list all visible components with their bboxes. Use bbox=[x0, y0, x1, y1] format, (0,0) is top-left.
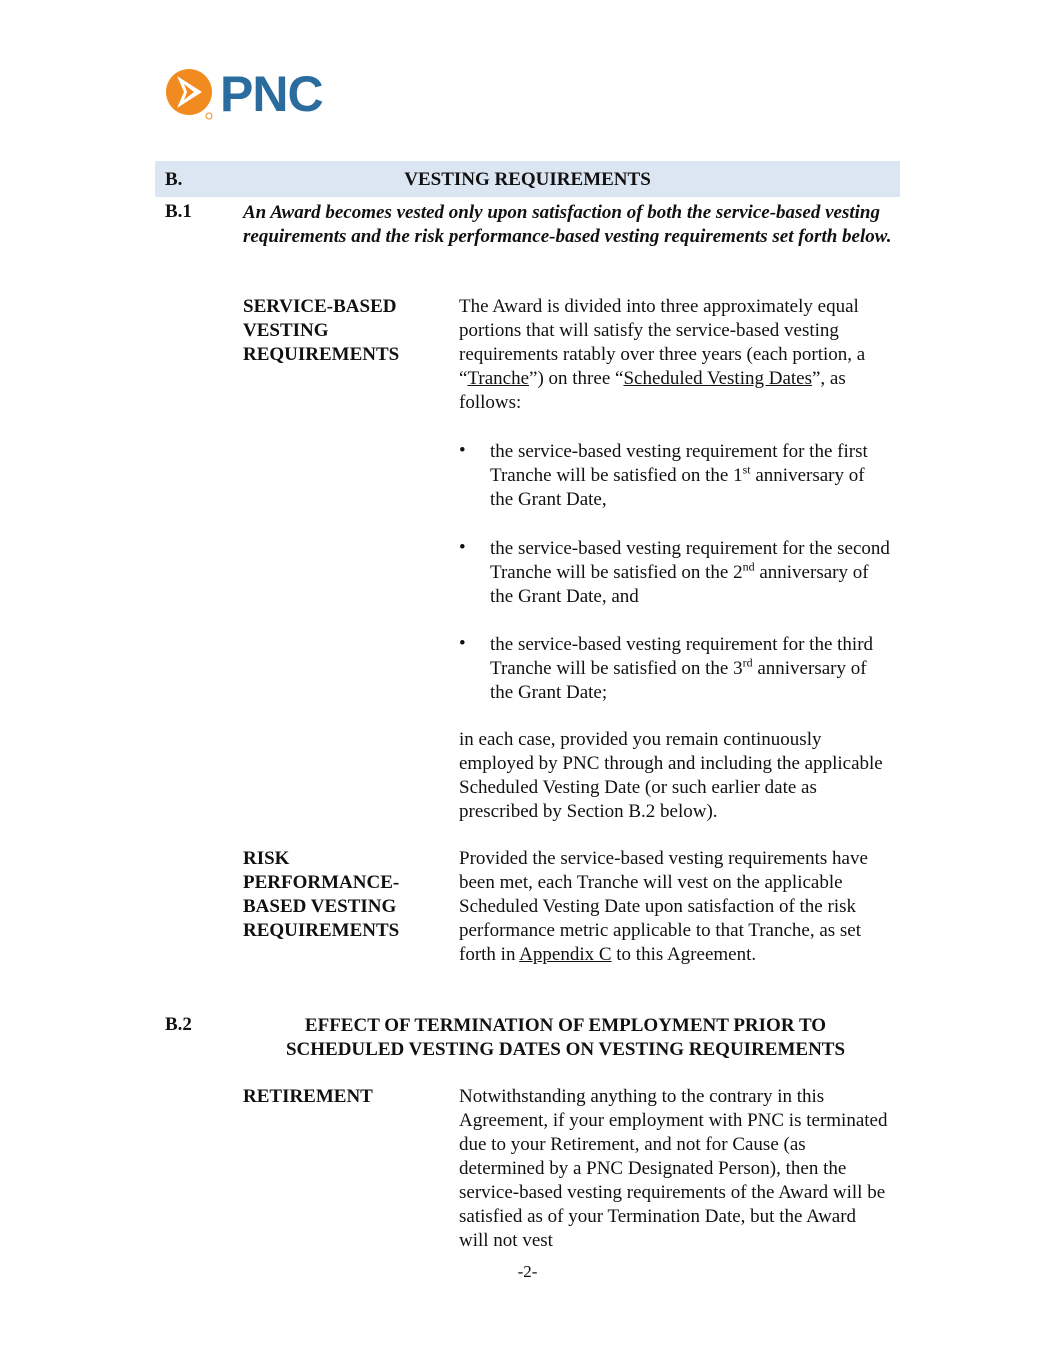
scheduled-vesting-dates-term: Scheduled Vesting Dates bbox=[623, 368, 812, 389]
service-intro-text: The Award is divided into three approximately equal portions that will satisfy the service-based vesting requirements ratably over three years (each portion, a “ bbox=[459, 296, 866, 389]
bullet-text: anniversary of the Grant Date, bbox=[490, 465, 865, 510]
appendix-c-link[interactable]: Appendix C bbox=[519, 944, 612, 965]
section-header bbox=[155, 161, 900, 197]
ordinal-suffix: nd bbox=[742, 559, 755, 574]
b2-title bbox=[243, 1014, 888, 1062]
bullet-icon: • bbox=[459, 537, 466, 558]
service-label-line: REQUIREMENTS bbox=[243, 344, 400, 365]
pnc-logo bbox=[164, 66, 339, 122]
bullet-text: the service-based vesting requirement for the first Tranche will be satisfied on the 1 bbox=[490, 441, 868, 486]
b2-title-line: SCHEDULED VESTING DATES ON VESTING REQUIREMENTS bbox=[285, 1039, 846, 1060]
logo-wordmark: PNC bbox=[220, 66, 323, 122]
risk-text-body: Provided the service-based vesting requirements have been met, each Tranche will vest on the applicable Scheduled Vesting Date upon satisfaction of the risk performance metric applicable to that Tranche, as set forth in bbox=[459, 848, 868, 965]
tranche-term: Tranche bbox=[467, 368, 530, 389]
list-item bbox=[459, 633, 890, 705]
risk-label-line: REQUIREMENTS bbox=[243, 920, 400, 941]
section-letter: B. bbox=[165, 169, 183, 190]
bullet-text: anniversary of the Grant Date, and bbox=[490, 562, 869, 607]
pnc-emblem-icon bbox=[164, 66, 216, 122]
b1-lead: An Award becomes vested only upon satisfaction of both the service-based vesting requirements and the risk performance-based vesting requirements set forth below. bbox=[243, 202, 892, 247]
service-intro-text: ”, as follows: bbox=[459, 368, 846, 413]
bullet-text: the service-based vesting requirement for the second Tranche will be satisfied on the 2 bbox=[490, 538, 890, 583]
risk-label-line: RISK bbox=[243, 848, 290, 869]
service-intro-text: ”) on three “ bbox=[529, 368, 624, 389]
risk-text bbox=[459, 847, 889, 967]
risk-text-body: to this Agreement. bbox=[611, 944, 757, 965]
service-intro bbox=[459, 295, 889, 415]
bullet-icon: • bbox=[459, 633, 466, 654]
bullet-text: anniversary of the Grant Date; bbox=[490, 658, 867, 703]
service-label-line: SERVICE-BASED bbox=[243, 296, 397, 317]
b2-number: B.2 bbox=[165, 1014, 192, 1035]
section-title: VESTING REQUIREMENTS bbox=[404, 169, 651, 190]
retirement-label: RETIREMENT bbox=[243, 1086, 373, 1107]
service-closing: in each case, provided you remain continuously employed by PNC through and including the applicable Scheduled Vesting Date (or such earlier date as prescribed by Section B.2 below). bbox=[459, 729, 883, 822]
list-item bbox=[459, 537, 890, 609]
list-item bbox=[459, 440, 890, 512]
risk-label-line: PERFORMANCE- bbox=[243, 872, 400, 893]
service-label-line: VESTING bbox=[243, 320, 329, 341]
retirement-text: Notwithstanding anything to the contrary in this Agreement, if your employment with PNC is terminated due to your Retirement, and not for Cause (as determined by a PNC Designated Person), then the service-based vesting requirements of the Award will be satisfied as of your Termination Date, but the Award will not vest bbox=[459, 1086, 888, 1251]
risk-label-line: BASED VESTING bbox=[243, 896, 397, 917]
bullet-icon: • bbox=[459, 440, 466, 461]
ordinal-suffix: st bbox=[742, 462, 751, 477]
risk-label bbox=[243, 847, 399, 943]
b1-number: B.1 bbox=[165, 201, 192, 222]
page-number: -2- bbox=[517, 1262, 538, 1281]
service-label bbox=[243, 295, 399, 367]
bullet-text: the service-based vesting requirement for the third Tranche will be satisfied on the 3 bbox=[490, 634, 874, 679]
ordinal-suffix: rd bbox=[742, 655, 753, 670]
b2-title-line: EFFECT OF TERMINATION OF EMPLOYMENT PRIOR TO bbox=[304, 1015, 827, 1036]
